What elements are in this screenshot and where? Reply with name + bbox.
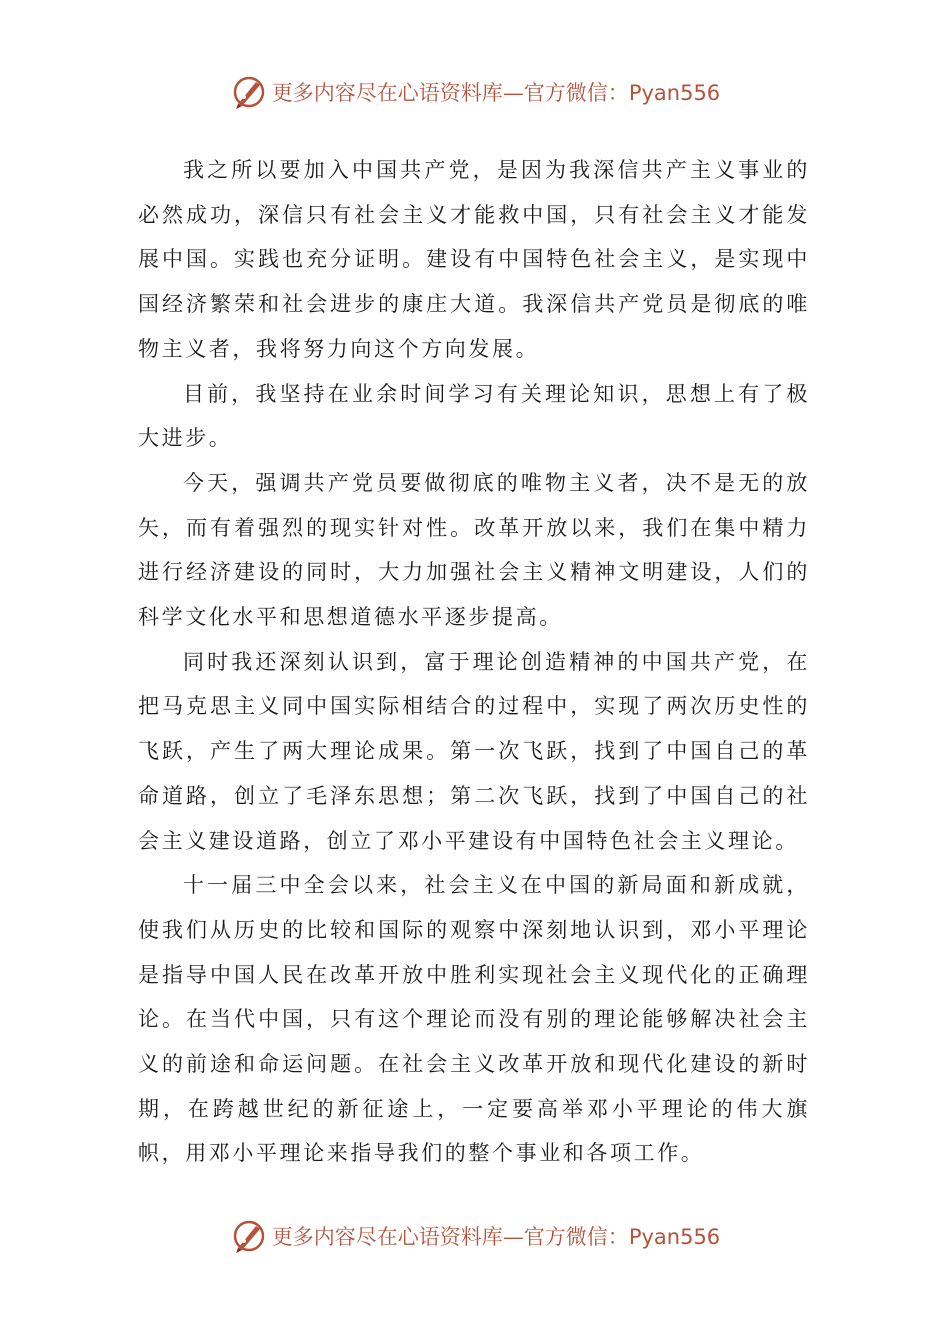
banner-wechat-id: Pyan556 <box>628 81 721 105</box>
paragraph: 同时我还深刻认识到，富于理论创造精神的中国共产党，在把马克思主义同中国实际相结合的过程中，实现了两次历史性的飞跃，产生了两大理论成果。第一次飞跃，找到了中国自己的革命道路，创立了毛泽东思想；第二次飞跃，找到了中国自己的社会主义建设道路，创立了邓小平建设有中国特色社会主义理论。 <box>138 649 810 853</box>
pen-logo-icon <box>230 73 268 111</box>
banner-title: 更多内容尽在心语资料库 <box>271 1225 503 1249</box>
header-banner-text <box>272 77 720 107</box>
banner-wechat-label: 官方微信： <box>523 81 629 105</box>
banner-title: 更多内容尽在心语资料库 <box>271 81 503 105</box>
pen-logo-icon <box>230 1217 268 1255</box>
paragraph: 今天，强调共产党员要做彻底的唯物主义者，决不是无的放矢，而有着强烈的现实针对性。改革开放以来，我们在集中精力进行经济建设的同时，大力加强社会主义精神文明建设，人们的科学文化水平和思想道德水平逐步提高。 <box>138 470 810 630</box>
document-body <box>138 148 810 1176</box>
banner-wechat-id: Pyan556 <box>628 1225 721 1249</box>
footer-banner <box>0 1216 950 1256</box>
paragraph: 我之所以要加入中国共产党，是因为我深信共产主义事业的必然成功，深信只有社会主义才能救中国，只有社会主义才能发展中国。实践也充分证明。建设有中国特色社会主义，是实现中国经济繁荣和社会进步的康庄大道。我深信共产党员是彻底的唯物主义者，我将努力向这个方向发展。 <box>138 158 810 361</box>
banner-separator: — <box>502 81 524 105</box>
header-banner <box>0 72 950 112</box>
banner-separator: — <box>502 1225 524 1249</box>
footer-banner-text <box>272 1221 720 1251</box>
paragraph: 目前，我坚持在业余时间学习有关理论知识，思想上有了极大进步。 <box>138 381 810 451</box>
paragraph: 十一届三中全会以来，社会主义在中国的新局面和新成就，使我们从历史的比较和国际的观察中深刻地认识到，邓小平理论是指导中国人民在改革开放中胜利实现社会主义现代化的正确理论。在当代中国，只有这个理论而没有别的理论能够解决社会主义的前途和命运问题。在社会主义改革开放和现代化建设的新时期，在跨越世纪的新征途上，一定要高举邓小平理论的伟大旗帜，用邓小平理论来指导我们的整个事业和各项工作。 <box>138 873 810 1166</box>
banner-wechat-label: 官方微信： <box>523 1225 629 1249</box>
